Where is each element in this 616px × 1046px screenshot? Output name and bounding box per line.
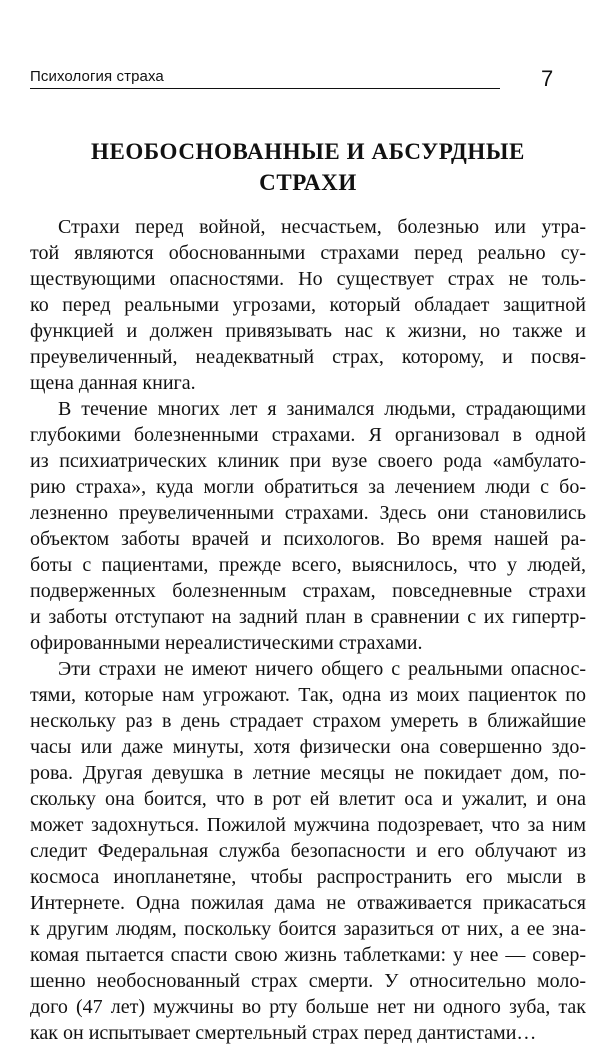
text-line: космоса инопланетяне, чтобы распространить его мысли в [30,866,586,888]
text-line: тями, которые нам угрожают. Так, одна из моих пациенток по [30,684,586,706]
paragraph-3 [30,656,586,1046]
text-line: рова. Другая девушка в летние месяцы не покидает дом, по- [30,762,586,784]
paragraph-1 [30,214,586,396]
chapter-title-line: НЕОБОСНОВАННЫЕ И АБСУРДНЫЕ [90,139,525,164]
text-line: часы или даже минуты, хотя физически она совершенно здо- [30,736,586,758]
text-line: боты с пациентами, прежде всего, выяснилось, что у людей, [30,554,586,576]
chapter-title [60,136,556,198]
text-line: преувеличенный, неадекватный страх, которому, и посвя- [30,346,586,368]
text-line: Интернете. Одна пожилая дама не отваживается прикасаться [30,892,586,914]
text-line: щена данная книга. [30,372,196,394]
text-line: офированными нереалистическими страхами. [30,632,423,654]
running-title: Психология страха [30,68,164,85]
text-line: может задохнуться. Пожилой мужчина подозревает, что за ним [30,814,586,836]
chapter-title-line: СТРАХИ [259,170,357,195]
text-line: дого (47 лет) мужчины во рту больше нет ни одного зуба, так [30,996,586,1018]
text-line: Страхи перед войной, несчастьем, болезнью или утра- [58,216,586,238]
text-line: рию страха», куда могли обратиться за лечением люди с бо- [30,476,586,498]
text-line: нескольку раз в день страдает страхом умереть в ближайшие [30,710,586,732]
text-line: функцией и должен привязывать нас к жизни, но также и [30,320,586,342]
text-line: объектом заботы врачей и психологов. Во время нашей ра- [30,528,586,550]
text-line: скольку она боится, что в рот ей влетит оса и ужалит, и она [30,788,586,810]
running-header [30,66,500,89]
text-line: шенно необоснованный страх смерти. У относительно моло- [30,970,586,992]
text-line: Эти страхи не имеют ничего общего с реальными опаснос- [58,658,586,680]
body-text [30,214,586,1046]
text-line: той являются обоснованными страхами перед реально су- [30,242,586,264]
text-line: и заботы отступают на задний план в сравнении с их гипертр- [30,606,586,628]
text-line: глубокими болезненными страхами. Я организовал в одной [30,424,586,446]
text-line: к другим людям, поскольку боится заразиться от них, а ее зна- [30,918,586,940]
text-line: лезненно преувеличенными страхами. Здесь они становились [30,502,586,524]
text-line: ко перед реальными угрозами, который обладает защитной [30,294,586,316]
text-line: подверженных болезненным страхам, повседневные страхи [30,580,586,602]
text-line: как он испытывает смертельный страх перед дантистами… [30,1022,537,1044]
text-line: следит Федеральная служба безопасности и его облучают из [30,840,586,862]
text-line: ществующими опасностями. Но существует страх не толь- [30,268,586,290]
text-line: из психиатрических клиник при вузе своего рода «амбулато- [30,450,586,472]
text-line: В течение многих лет я занимался людьми, страдающими [58,398,586,420]
page-number: 7 [541,66,554,91]
paragraph-2 [30,396,586,656]
text-line: комая пытается спасти свою жизнь таблетками: у нее — совер- [30,944,586,966]
